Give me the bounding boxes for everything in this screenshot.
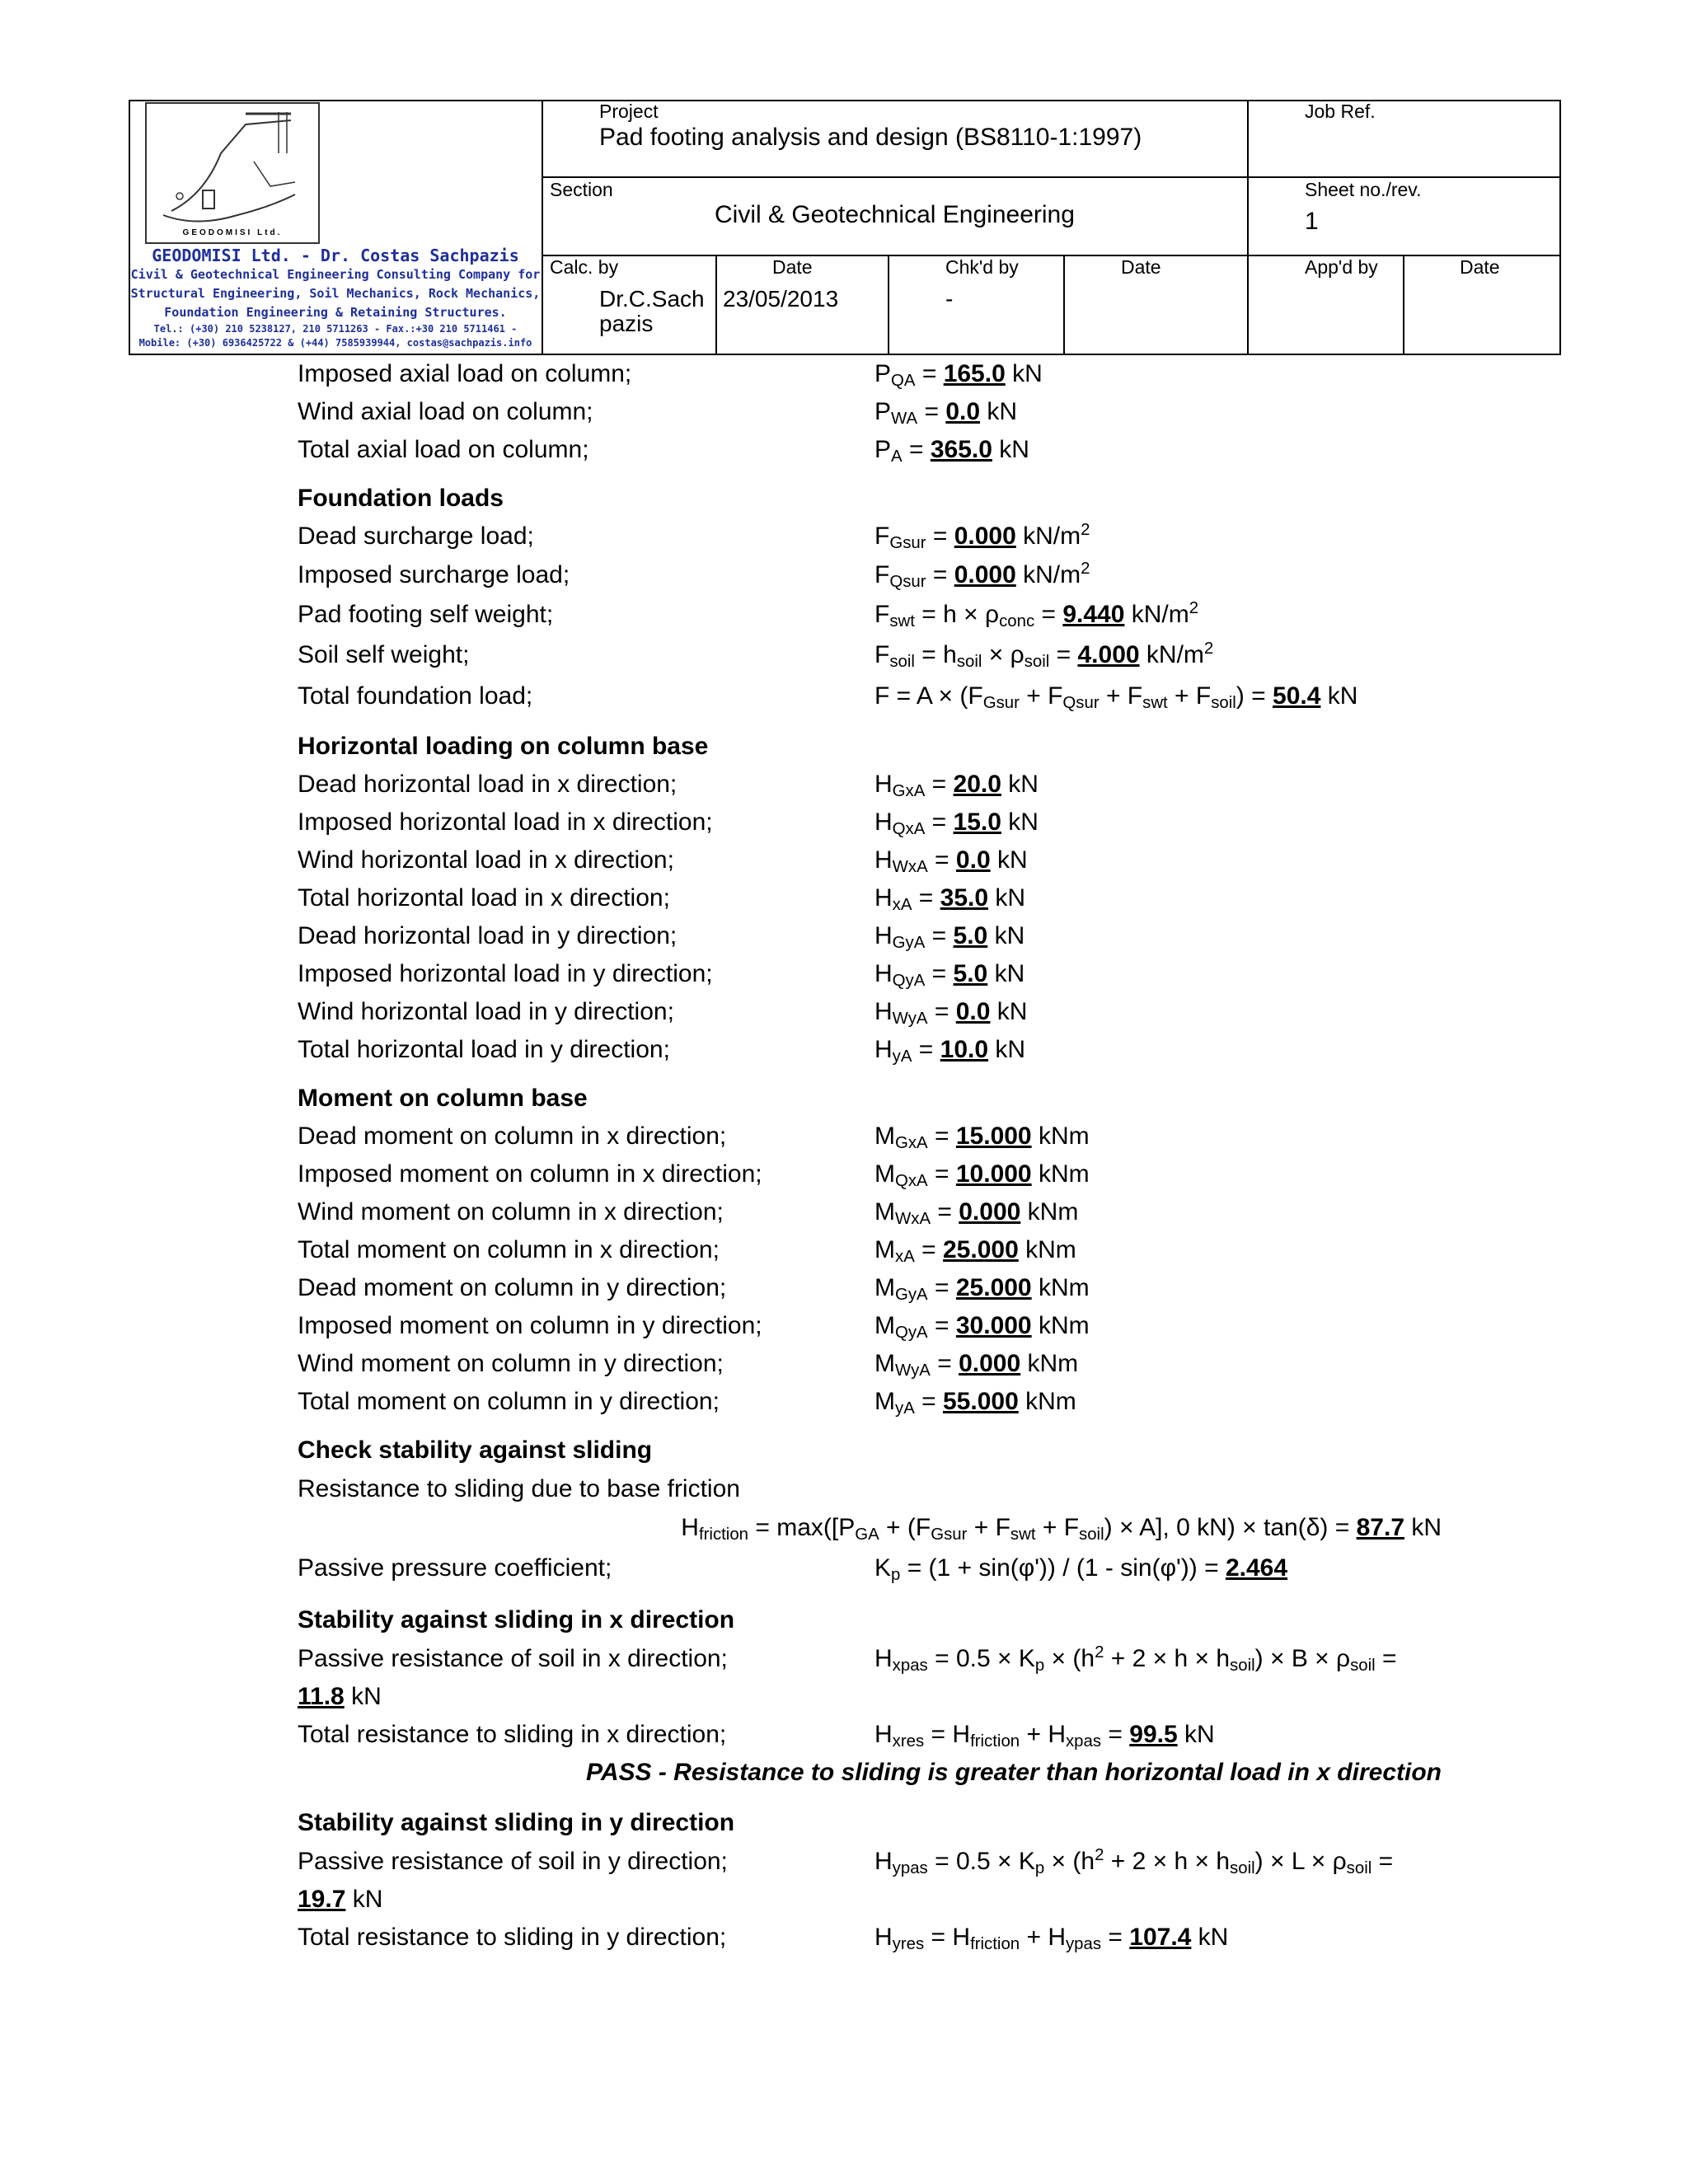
- calc-row: [298, 1683, 1534, 1719]
- calc-row: [298, 922, 1534, 958]
- date-caption: Date: [772, 256, 813, 278]
- calc-row: [298, 1198, 1534, 1235]
- row-equation: $H_{yA} = 10.0$ kN: [874, 1036, 1026, 1066]
- row-equation: $H_{GyA} = 5.0$ kN: [874, 922, 1025, 953]
- row-label: Dead moment on column in x direction;: [298, 1122, 727, 1150]
- row-label: Total resistance to sliding in x direction;: [298, 1721, 727, 1748]
- calc-row: [298, 846, 1534, 883]
- row-label: Resistance to sliding due to base friction: [298, 1475, 740, 1502]
- row-label: Dead horizontal load in y direction;: [298, 922, 678, 949]
- row-equation: $M_{xA} = 25.000$ kNm: [874, 1236, 1076, 1267]
- calc-row: [298, 360, 1534, 396]
- calc-row: [298, 884, 1534, 921]
- date-caption: Date: [1460, 256, 1500, 278]
- row-label: Total moment on column in y direction;: [298, 1388, 720, 1415]
- calc-row: [298, 1845, 1534, 1884]
- company-info: [130, 246, 541, 350]
- calc-row: [298, 436, 1534, 472]
- row-label: Wind moment on column in y direction;: [298, 1350, 724, 1377]
- calc-row: [298, 520, 1534, 559]
- date-caption: Date: [1121, 256, 1161, 278]
- calc-row: [298, 771, 1534, 807]
- firm-line: Civil & Geotechnical Engineering Consulting Company for: [130, 267, 541, 282]
- date-value: 23/05/2013: [723, 286, 839, 312]
- row-equation: $H_{yres} = H_{friction} + H_{ypas} = 107.4$ kN: [874, 1924, 1229, 1954]
- row-equation: $H_{ypas} = 0.5 \times K_p \times (h^2 + 2 \times h \times h_{soil}) \times L \times \rho_{soil}$ =: [874, 1845, 1394, 1878]
- firm-tel: Tel.: (+30) 210 5238127, 210 5711263 - Fax.:+30 210 5711461 -: [153, 323, 518, 335]
- divider: [715, 255, 717, 355]
- project-caption: Project: [599, 101, 659, 122]
- section-heading: Horizontal loading on column base: [298, 733, 709, 760]
- firm-line: Structural Engineering, Soil Mechanics, Rock Mechanics,: [130, 286, 541, 301]
- calc-row: [298, 998, 1534, 1034]
- calc-row: [298, 1475, 1534, 1511]
- calc-row: [298, 1312, 1534, 1348]
- calc-row: [298, 398, 1534, 434]
- section-heading: Moment on column base: [298, 1085, 588, 1112]
- chkd-caption: Chk'd by: [945, 256, 1019, 278]
- row-equation: $H_{xres} = H_{friction} + H_{xpas} = 99.5$ kN: [874, 1721, 1215, 1751]
- divider: [1063, 255, 1065, 355]
- row-label: Dead horizontal load in x direction;: [298, 771, 678, 798]
- company-logo: [145, 102, 320, 244]
- section-caption: Section: [550, 179, 613, 200]
- firm-mobile: Mobile: (+30) 6936425722 & (+44) 7585939944, costas@sachpazis.info: [138, 337, 532, 349]
- appd-caption: App'd by: [1305, 256, 1378, 278]
- project-value: Pad footing analysis and design (BS8110-1:1997): [599, 124, 1142, 151]
- row-equation: $F_{swt} = h \times \rho_{conc} = 9.440$ $kN/m^2$: [874, 598, 1199, 631]
- row-equation: $H_{WxA} = 0.0$ kN: [874, 846, 1028, 877]
- row-equation: $F_{soil} = h_{soil} \times \rho_{soil} = 4.000$ $kN/m^2$: [874, 639, 1214, 672]
- row-equation: $K_p = (1 + \sin(\varphi')) / (1 - \sin(\varphi')) = 2.464$: [874, 1554, 1288, 1585]
- jobref-caption: Job Ref.: [1305, 101, 1376, 122]
- calc-row: [298, 960, 1534, 996]
- row-equation: $F_{Qsur} = 0.000$ $kN/m^2$: [874, 559, 1090, 592]
- sheet-value: 1: [1305, 208, 1319, 235]
- row-equation: $H_{xA} = 35.0$ kN: [874, 884, 1026, 915]
- row-equation: $M_{GyA} = 25.000$ kNm: [874, 1274, 1090, 1305]
- calc-row: [298, 1350, 1534, 1386]
- row-result: 11.8 kN: [298, 1683, 382, 1710]
- row-label: Wind horizontal load in x direction;: [298, 846, 674, 874]
- calc-row: [298, 682, 1534, 719]
- row-equation: $M_{QxA} = 10.000$ kNm: [874, 1160, 1090, 1191]
- calc-row: [298, 1645, 1534, 1681]
- row-equation: $M_{GxA} = 15.000$ kNm: [874, 1122, 1090, 1153]
- friction-equation: $H_{friction} = \max([P_{GA} + (F_{Gsur} + F_{swt} + F_{soil}) \times A]$, 0 kN) × tan(δ) = 87.7 kN: [681, 1514, 1442, 1544]
- row-equation: $M_{WyA} = 0.000$ kNm: [874, 1350, 1079, 1380]
- section-heading: Foundation loads: [298, 485, 504, 512]
- row-label: Passive pressure coefficient;: [298, 1554, 612, 1582]
- calcby-caption: Calc. by: [550, 256, 619, 278]
- row-label: Wind moment on column in x direction;: [298, 1198, 724, 1226]
- row-equation: $M_{WxA} = 0.000$ kNm: [874, 1198, 1079, 1229]
- divider: [1403, 255, 1404, 355]
- row-equation: $H_{QxA} = 15.0$ kN: [874, 808, 1039, 839]
- divider: [888, 255, 889, 355]
- row-equation: $H_{WyA} = 0.0$ kN: [874, 998, 1028, 1029]
- calc-row: [298, 641, 1534, 677]
- section-heading: Stability against sliding in x direction: [298, 1606, 735, 1633]
- row-equation: $P_{WA} = 0.0$ kN: [874, 398, 1018, 429]
- row-label: Total resistance to sliding in y direction;: [298, 1924, 727, 1951]
- row-label: Passive resistance of soil in x direction;: [298, 1645, 728, 1672]
- row-equation: $H_{GxA} = 20.0$ kN: [874, 771, 1039, 801]
- calc-row: [298, 1721, 1534, 1757]
- divider: [1247, 100, 1249, 355]
- calc-row: [298, 1160, 1534, 1197]
- row-equation: $M_{QyA} = 30.000$ kNm: [874, 1312, 1090, 1343]
- row-label: Wind horizontal load in y direction;: [298, 998, 674, 1025]
- section-heading: Stability against sliding in y direction: [298, 1809, 735, 1836]
- row-label: Dead moment on column in y direction;: [298, 1274, 727, 1301]
- calc-row: [298, 598, 1534, 637]
- calcby-value: pazis: [599, 311, 654, 336]
- firm-name: GEODOMISI Ltd. - Dr. Costas Sachpazis: [152, 246, 519, 265]
- calc-row: [298, 1886, 1534, 1922]
- calc-row: [298, 1554, 1534, 1591]
- calcby-value: Dr.C.Sach: [599, 286, 705, 312]
- row-label: Total foundation load;: [298, 682, 533, 710]
- divider: [542, 255, 1561, 256]
- row-label: Imposed moment on column in x direction;: [298, 1160, 762, 1188]
- row-label: Imposed horizontal load in x direction;: [298, 808, 713, 836]
- row-label: Dead surcharge load;: [298, 523, 534, 550]
- row-equation: $M_{yA} = 55.000$ kNm: [874, 1388, 1076, 1418]
- calc-row: [298, 1388, 1534, 1424]
- row-equation: $P_{QA} = 165.0$ kN: [874, 360, 1043, 391]
- calc-row: [298, 1036, 1534, 1072]
- sheet-caption: Sheet no./rev.: [1305, 179, 1422, 200]
- row-equation: $P_A = 365.0$ kN: [874, 436, 1029, 466]
- calc-row: [298, 1924, 1534, 1960]
- row-label: Total horizontal load in x direction;: [298, 884, 670, 912]
- row-label: Soil self weight;: [298, 641, 470, 668]
- row-label: Total moment on column in x direction;: [298, 1236, 720, 1263]
- row-label: Pad footing self weight;: [298, 601, 554, 628]
- section-heading: Check stability against sliding: [298, 1436, 653, 1464]
- row-label: Imposed moment on column in y direction;: [298, 1312, 762, 1339]
- calc-row: [298, 808, 1534, 845]
- row-label: Passive resistance of soil in y direction;: [298, 1848, 728, 1875]
- section-value: Civil & Geotechnical Engineering: [715, 201, 1075, 228]
- row-label: Imposed axial load on column;: [298, 360, 632, 387]
- calc-row: [298, 1274, 1534, 1310]
- row-label: Total axial load on column;: [298, 436, 589, 463]
- row-result: 19.7 kN: [298, 1886, 383, 1913]
- firm-line: Foundation Engineering & Retaining Structures.: [164, 305, 507, 320]
- row-equation: $H_{QyA} = 5.0$ kN: [874, 960, 1025, 991]
- row-label: Total horizontal load in y direction;: [298, 1036, 670, 1063]
- row-label: Imposed horizontal load in y direction;: [298, 960, 713, 987]
- pass-statement: PASS - Resistance to sliding is greater than horizontal load in x direction: [586, 1759, 1442, 1786]
- divider: [542, 100, 543, 355]
- calc-row: [298, 561, 1534, 598]
- calc-row: [298, 1122, 1534, 1159]
- row-label: Wind axial load on column;: [298, 398, 593, 425]
- calc-row: [298, 1236, 1534, 1272]
- divider: [542, 176, 1561, 178]
- row-equation: $H_{xpas} = 0.5 \times K_p \times (h^2 + 2 \times h \times h_{soil}) \times B \times \rho_{soil}$ =: [874, 1643, 1397, 1675]
- row-equation: $F = A \times (F_{Gsur} + F_{Qsur} + F_{swt} + F_{soil}) = 50.4$ kN: [874, 682, 1358, 713]
- logo-text: GEODOMISI Ltd.: [182, 228, 283, 237]
- row-equation: $F_{Gsur} = 0.000$ $kN/m^2$: [874, 520, 1090, 553]
- row-label: Imposed surcharge load;: [298, 561, 570, 588]
- chkd-value: -: [945, 286, 954, 312]
